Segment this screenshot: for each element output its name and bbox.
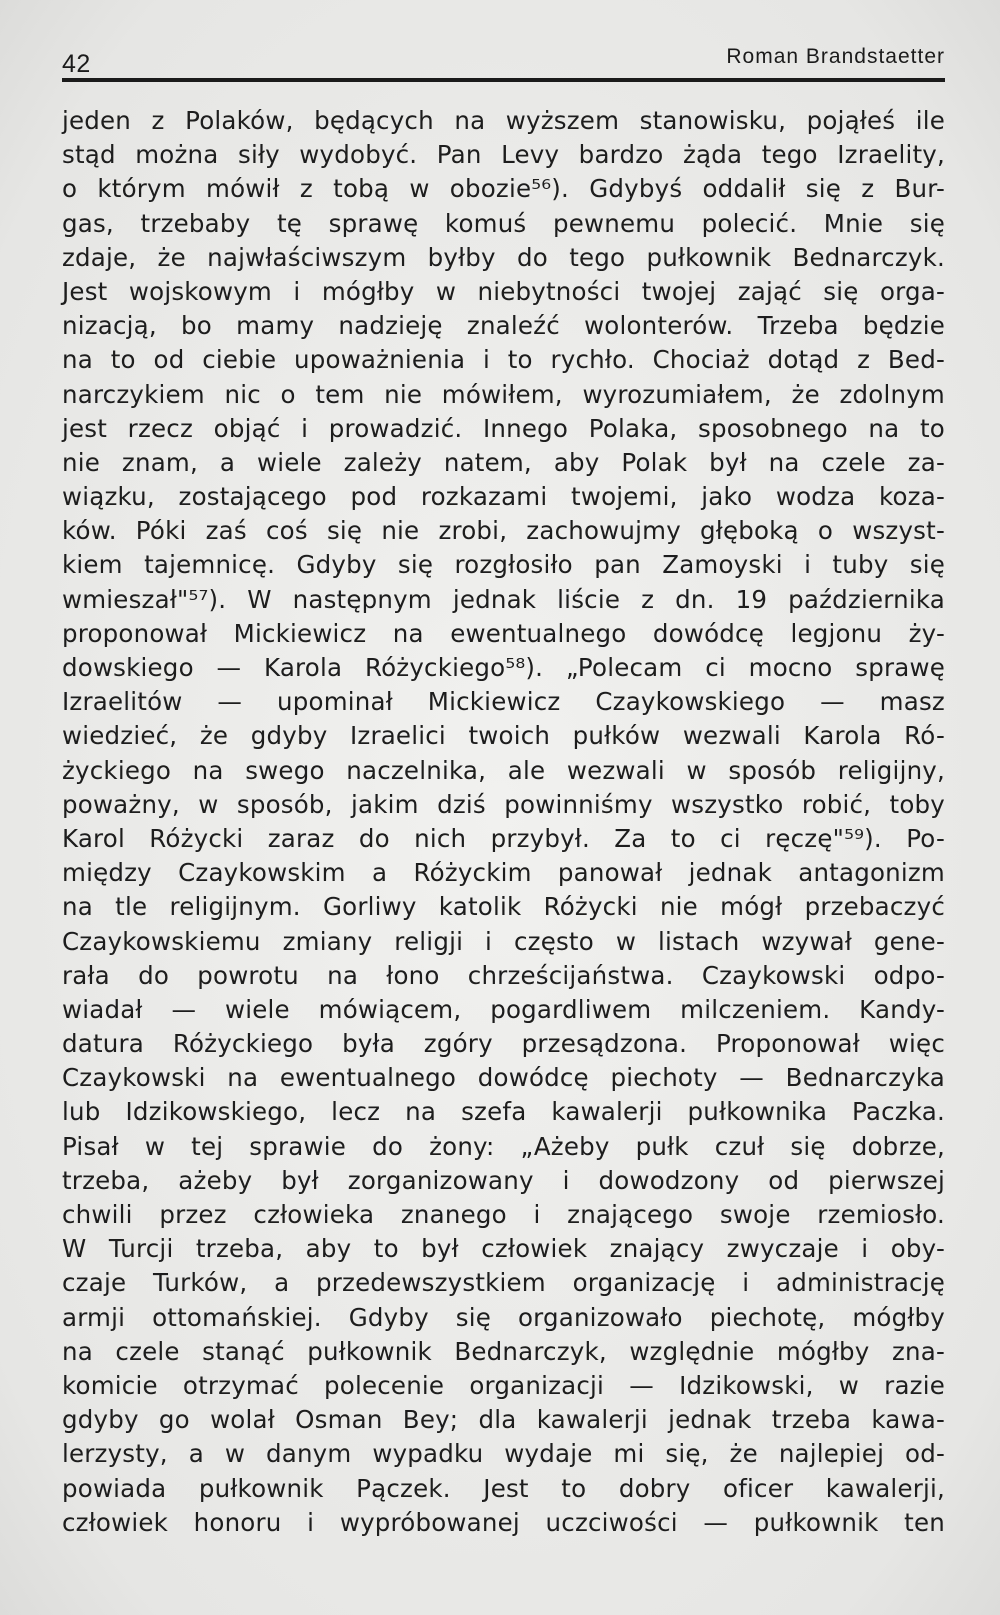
text-line: nizacją, bo mamy nadzieję znaleźć wolonterów. Trzeba będzie — [62, 311, 945, 341]
text-line: wiadał — wiele mówiącem, pogardliwem milczeniem. Kandy- — [62, 994, 945, 1024]
text-line: chwili przez człowieka znanego i znającego swoje rzemiosło. — [62, 1200, 945, 1229]
text-line: wiedzieć, że gdyby Izraelici twoich pułków wezwali Karola Ró- — [62, 721, 945, 751]
text-line: o którym mówił z tobą w obozie⁵⁶). Gdybyś oddalił się z Bur- — [62, 174, 945, 204]
text-line: gas, trzebaby tę sprawę komuś pewnemu polecić. Mnie się — [62, 208, 945, 238]
text-line: Izraelitów — upominał Mickiewicz Czaykowskiego — masz — [62, 687, 945, 717]
text-line: jest rzecz objąć i prowadzić. Innego Polaka, sposobnego na to — [62, 413, 945, 443]
text-line: gdyby go wolał Osman Bey; dla kawalerji jednak trzeba kawa- — [62, 1405, 945, 1435]
text-line: rała do powrotu na łono chrześcijaństwa. Czaykowski odpo- — [62, 960, 945, 990]
text-line: lerzysty, a w danym wypadku wydaje mi się, że najlepiej od- — [62, 1439, 945, 1469]
text-line: wmieszał"⁵⁷). W następnym jednak liście z dn. 19 października — [62, 584, 945, 614]
text-line: wiązku, zostającego pod rozkazami twojemi, jako wodza koza- — [62, 482, 945, 512]
text-line: kiem tajemnicę. Gdyby się rozgłosiło pan Zamoyski i tuby się — [62, 550, 945, 580]
text-line: lub Idzikowskiego, lecz na szefa kawalerji pułkownika Paczka. — [62, 1097, 945, 1127]
text-line: datura Różyckiego była zgóry przesądzona. Proponował więc — [62, 1029, 945, 1059]
running-head: Roman Brandstaetter — [726, 45, 945, 68]
page-header — [62, 40, 945, 80]
text-line: armji ottomańskiej. Gdyby się organizowało piechotę, mógłby — [62, 1302, 945, 1332]
text-line: stąd można siły wydobyć. Pan Levy bardzo żąda tego Izraelity, — [62, 140, 945, 170]
text-line: proponował Mickiewicz na ewentualnego dowódcę legjonu ży- — [62, 618, 945, 648]
text-line: życkiego na swego naczelnika, ale wezwali w sposób religijny, — [62, 755, 945, 785]
body-text — [62, 104, 945, 1540]
text-line: Czaykowskiemu zmiany religji i często w listach wzywał gene- — [62, 926, 945, 956]
text-line: zdaje, że najwłaściwszym byłby do tego pułkownik Bednarczyk. — [62, 242, 945, 272]
text-line: ków. Póki zaś coś się nie zrobi, zachowujmy głęboką o wszyst- — [62, 516, 945, 546]
text-line: na to od ciebie upoważnienia i to rychło. Chociaż dotąd z Bed- — [62, 345, 945, 375]
text-line: na czele stanąć pułkownik Bednarczyk, względnie mógłby zna- — [62, 1336, 945, 1366]
text-line: Jest wojskowym i mógłby w niebytności twojej zająć się orga- — [62, 276, 945, 306]
page-number: 42 — [62, 50, 91, 78]
text-line: powiada pułkownik Pączek. Jest to dobry oficer kawalerji, — [62, 1473, 945, 1503]
text-line: nie znam, a wiele zależy natem, aby Polak był na czele za- — [62, 447, 945, 477]
text-line: jeden z Polaków, będących na wyższem stanowisku, pojąłeś ile — [62, 106, 945, 135]
text-line: na tle religijnym. Gorliwy katolik Różycki nie mógł przebaczyć — [62, 892, 945, 922]
text-line: trzeba, ażeby był zorganizowany i dowodzony od pierwszej — [62, 1165, 945, 1195]
text-line: między Czaykowskim a Różyckim panował jednak antagonizm — [62, 858, 945, 888]
text-line: W Turcji trzeba, aby to był człowiek znający zwyczaje i oby- — [62, 1234, 945, 1264]
text-line: Czaykowski na ewentualnego dowódcę piechoty — Bednarczyka — [62, 1063, 945, 1093]
text-line: narczykiem nic o tem nie mówiłem, wyrozumiałem, że zdolnym — [62, 379, 945, 409]
text-line: Pisał w tej sprawie do żony: „Ażeby pułk czuł się dobrze, — [62, 1131, 945, 1161]
text-line: komicie otrzymać polecenie organizacji — Idzikowski, w razie — [62, 1370, 945, 1400]
header-rule — [62, 78, 945, 82]
text-line: czaje Turków, a przedewszystkiem organizację i administrację — [62, 1268, 945, 1298]
text-line: dowskiego — Karola Różyckiego⁵⁸). „Polecam ci mocno sprawę — [62, 653, 945, 682]
text-line: poważny, w sposób, jakim dziś powinniśmy wszystko robić, toby — [62, 789, 945, 819]
text-line: człowiek honoru i wypróbowanej uczciwości — pułkownik ten — [62, 1507, 945, 1537]
text-line: Karol Różycki zaraz do nich przybył. Za to ci ręczę"⁵⁹). Po- — [62, 823, 945, 853]
